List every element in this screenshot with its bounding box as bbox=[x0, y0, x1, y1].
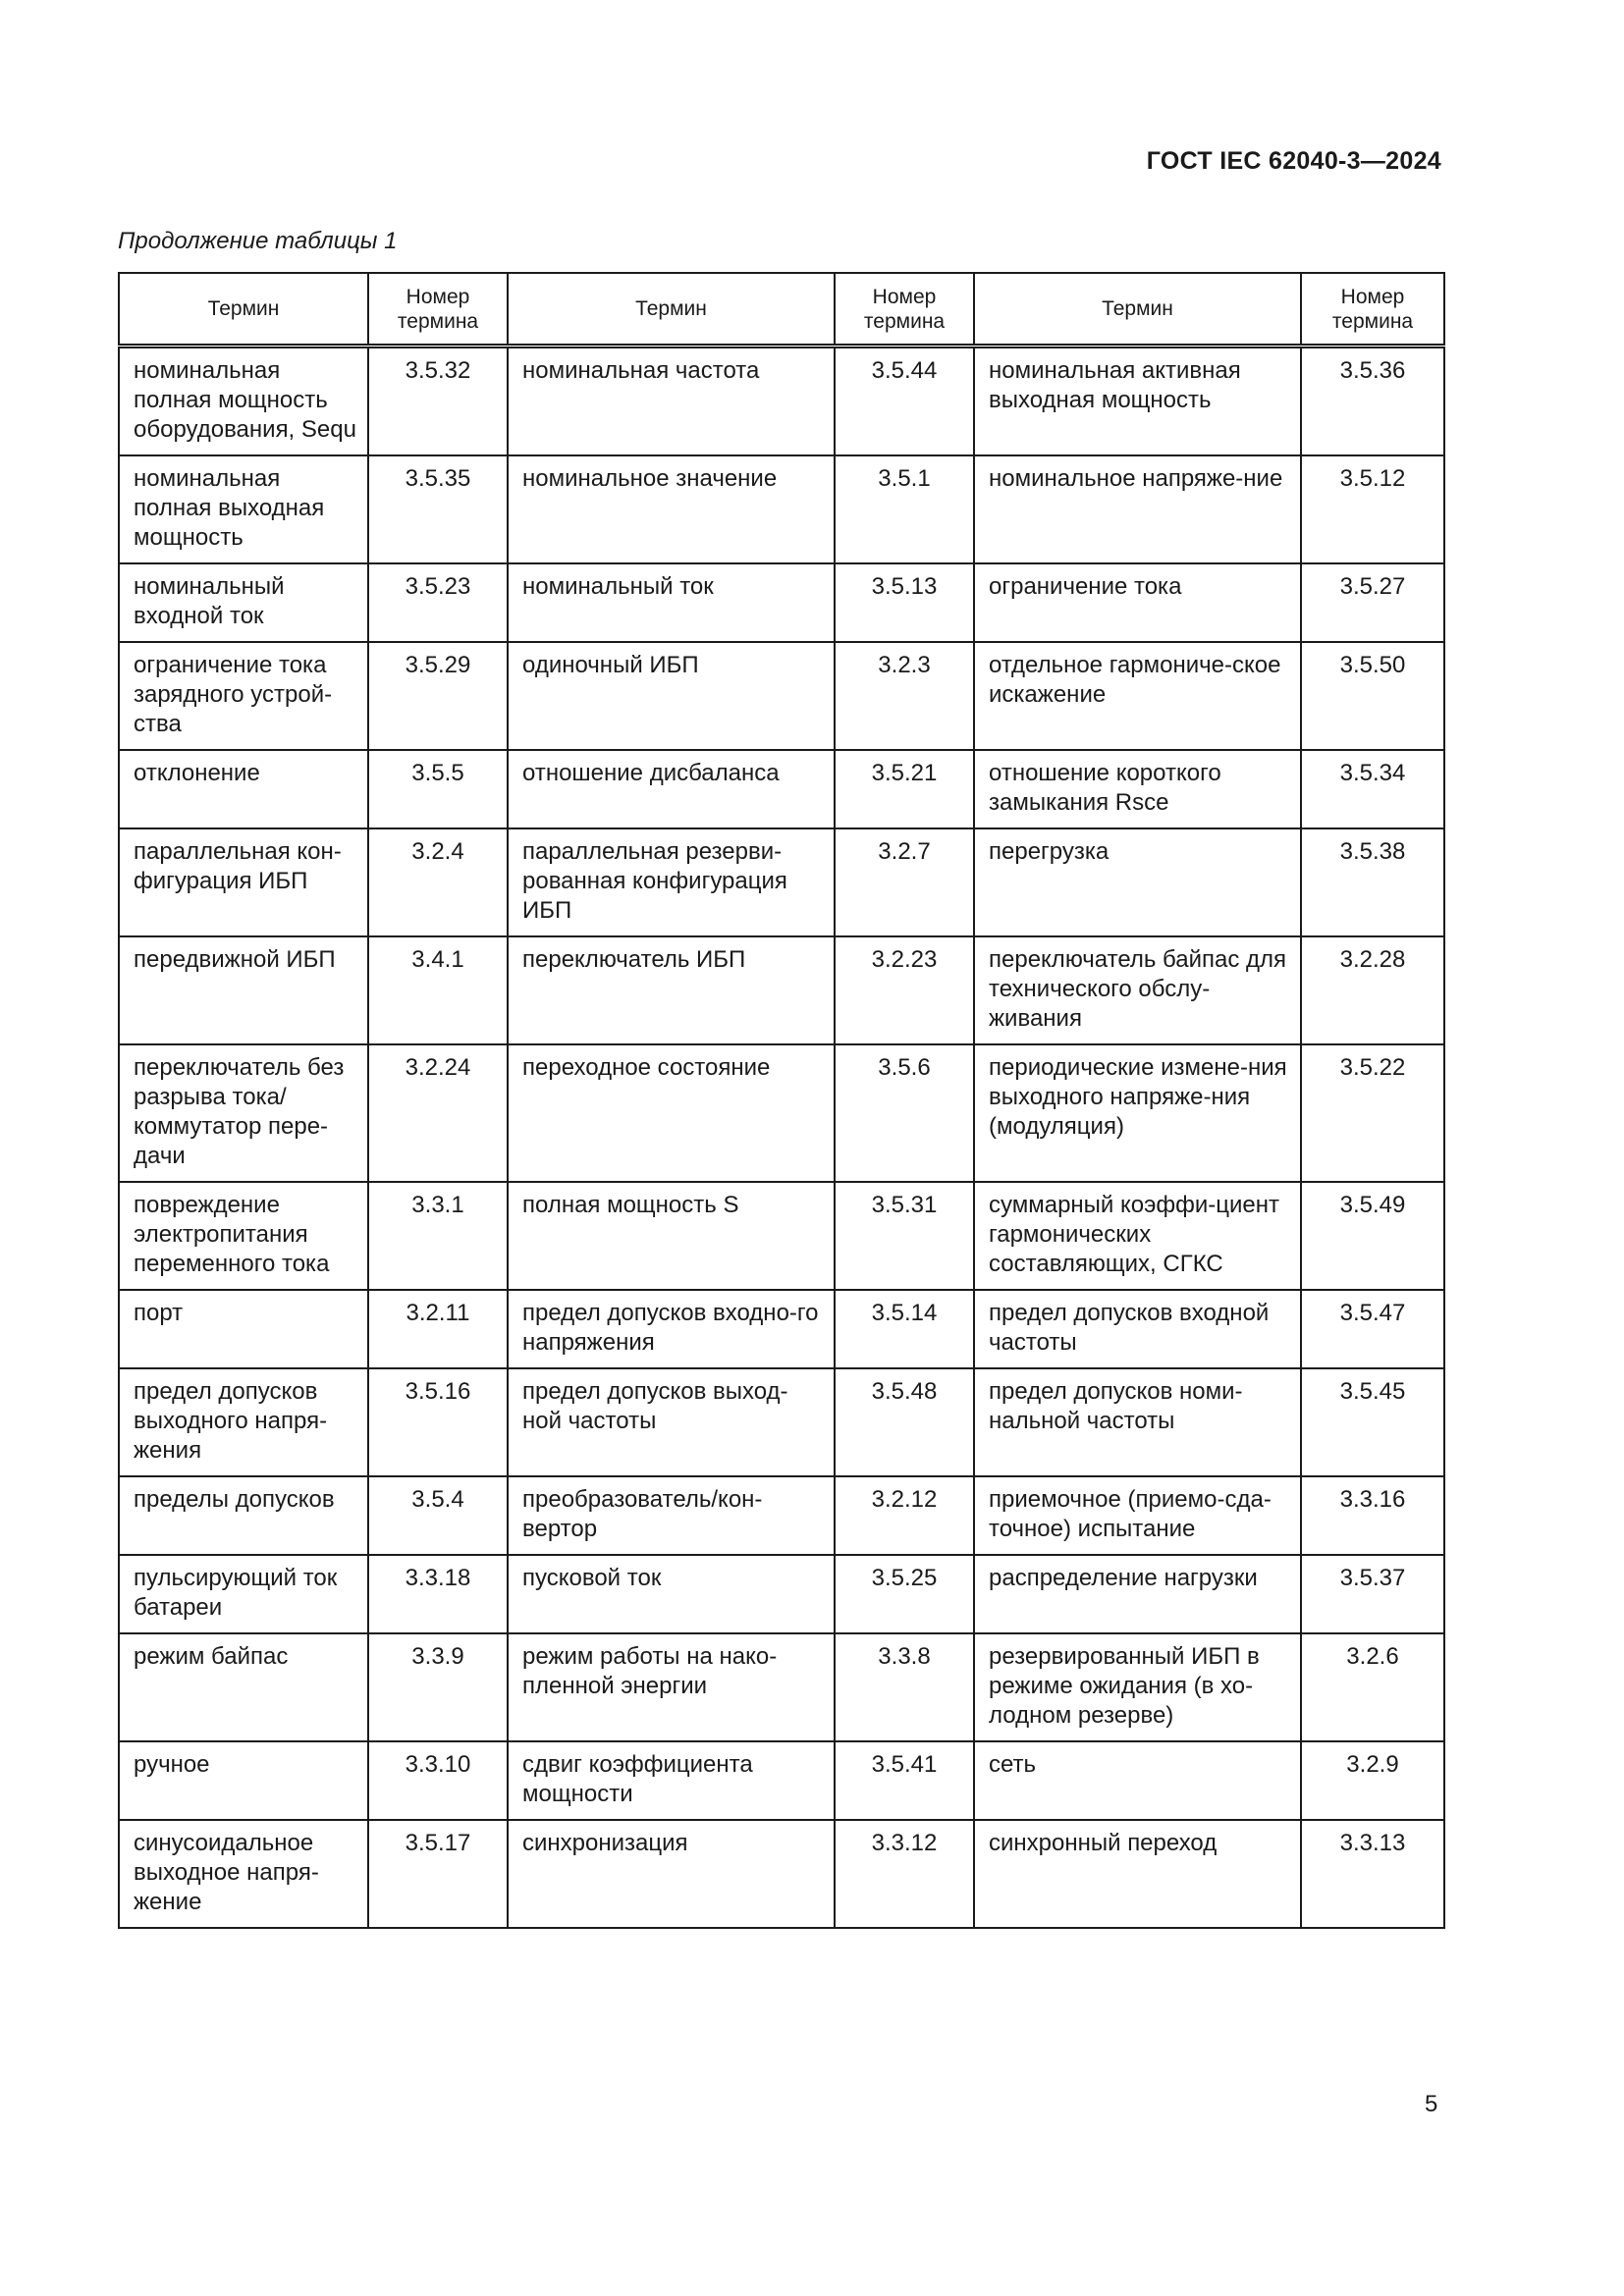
term-cell: режим работы на нако-пленной энергии bbox=[508, 1633, 835, 1741]
term-cell: режим байпас bbox=[119, 1633, 368, 1741]
term-number-cell: 3.4.1 bbox=[368, 936, 508, 1044]
column-header-number: Номер термина bbox=[368, 273, 508, 347]
term-cell: синхронный переход bbox=[974, 1820, 1301, 1928]
term-cell: перегрузка bbox=[974, 828, 1301, 936]
table-row bbox=[119, 642, 1444, 750]
term-cell: предел допусков входной частоты bbox=[974, 1290, 1301, 1368]
term-number-cell: 3.5.16 bbox=[368, 1368, 508, 1476]
term-number-cell: 3.5.25 bbox=[835, 1555, 974, 1633]
term-number-cell: 3.5.27 bbox=[1301, 563, 1444, 642]
term-cell: полная мощность S bbox=[508, 1182, 835, 1290]
column-header-term: Термин bbox=[508, 273, 835, 347]
term-cell: отношение дисбаланса bbox=[508, 750, 835, 828]
table-body bbox=[119, 347, 1444, 1929]
term-cell: предел допусков выход-ной частоты bbox=[508, 1368, 835, 1476]
term-cell: одиночный ИБП bbox=[508, 642, 835, 750]
term-number-cell: 3.5.41 bbox=[835, 1741, 974, 1820]
term-number-cell: 3.2.24 bbox=[368, 1044, 508, 1182]
term-number-cell: 3.5.50 bbox=[1301, 642, 1444, 750]
term-number-cell: 3.3.9 bbox=[368, 1633, 508, 1741]
term-cell: номинальная активная выходная мощность bbox=[974, 347, 1301, 456]
term-cell: порт bbox=[119, 1290, 368, 1368]
table-row bbox=[119, 1476, 1444, 1555]
term-number-cell: 3.2.28 bbox=[1301, 936, 1444, 1044]
term-number-cell: 3.5.12 bbox=[1301, 455, 1444, 563]
term-number-cell: 3.5.21 bbox=[835, 750, 974, 828]
table-row bbox=[119, 1633, 1444, 1741]
term-number-cell: 3.5.13 bbox=[835, 563, 974, 642]
term-cell: суммарный коэффи-циент гармонических составляющих, СГКС bbox=[974, 1182, 1301, 1290]
term-number-cell: 3.5.48 bbox=[835, 1368, 974, 1476]
table-row bbox=[119, 936, 1444, 1044]
term-number-cell: 3.2.4 bbox=[368, 828, 508, 936]
term-number-cell: 3.5.23 bbox=[368, 563, 508, 642]
table-row bbox=[119, 1820, 1444, 1928]
term-number-cell: 3.5.44 bbox=[835, 347, 974, 456]
column-header-term: Термин bbox=[119, 273, 368, 347]
term-number-cell: 3.5.34 bbox=[1301, 750, 1444, 828]
term-number-cell: 3.5.31 bbox=[835, 1182, 974, 1290]
term-cell: ограничение тока зарядного устрой-ства bbox=[119, 642, 368, 750]
term-number-cell: 3.5.36 bbox=[1301, 347, 1444, 456]
term-cell: номинальная полная мощность оборудования, Sequ bbox=[119, 347, 368, 456]
term-cell: предел допусков входно-го напряжения bbox=[508, 1290, 835, 1368]
term-cell: номинальная частота bbox=[508, 347, 835, 456]
table-row bbox=[119, 1741, 1444, 1820]
table-row bbox=[119, 828, 1444, 936]
term-cell: ограничение тока bbox=[974, 563, 1301, 642]
term-cell: сеть bbox=[974, 1741, 1301, 1820]
table-row bbox=[119, 1044, 1444, 1182]
term-cell: переходное состояние bbox=[508, 1044, 835, 1182]
term-number-cell: 3.5.49 bbox=[1301, 1182, 1444, 1290]
term-cell: передвижной ИБП bbox=[119, 936, 368, 1044]
column-header-term: Термин bbox=[974, 273, 1301, 347]
term-number-cell: 3.5.35 bbox=[368, 455, 508, 563]
term-cell: переключатель ИБП bbox=[508, 936, 835, 1044]
term-number-cell: 3.2.3 bbox=[835, 642, 974, 750]
term-cell: периодические измене-ния выходного напряже-ния (модуляция) bbox=[974, 1044, 1301, 1182]
term-number-cell: 3.5.47 bbox=[1301, 1290, 1444, 1368]
term-number-cell: 3.3.8 bbox=[835, 1633, 974, 1741]
term-cell: номинальный входной ток bbox=[119, 563, 368, 642]
term-cell: номинальное значение bbox=[508, 455, 835, 563]
term-cell: повреждение электропитания переменного тока bbox=[119, 1182, 368, 1290]
term-cell: пределы допусков bbox=[119, 1476, 368, 1555]
term-cell: приемочное (приемо-сда-точное) испытание bbox=[974, 1476, 1301, 1555]
term-number-cell: 3.3.12 bbox=[835, 1820, 974, 1928]
term-number-cell: 3.2.6 bbox=[1301, 1633, 1444, 1741]
table-header-row bbox=[119, 273, 1444, 347]
term-number-cell: 3.2.11 bbox=[368, 1290, 508, 1368]
term-number-cell: 3.2.12 bbox=[835, 1476, 974, 1555]
term-cell: сдвиг коэффициента мощности bbox=[508, 1741, 835, 1820]
term-number-cell: 3.5.32 bbox=[368, 347, 508, 456]
term-number-cell: 3.5.1 bbox=[835, 455, 974, 563]
term-cell: номинальное напряже-ние bbox=[974, 455, 1301, 563]
column-header-number: Номер термина bbox=[1301, 273, 1444, 347]
table-row bbox=[119, 347, 1444, 456]
term-number-cell: 3.5.5 bbox=[368, 750, 508, 828]
term-cell: номинальный ток bbox=[508, 563, 835, 642]
term-number-cell: 3.3.10 bbox=[368, 1741, 508, 1820]
term-cell: пульсирующий ток батареи bbox=[119, 1555, 368, 1633]
table-row bbox=[119, 1290, 1444, 1368]
term-cell: отдельное гармониче-ское искажение bbox=[974, 642, 1301, 750]
table-row bbox=[119, 1182, 1444, 1290]
term-number-cell: 3.5.14 bbox=[835, 1290, 974, 1368]
term-cell: параллельная резерви-рованная конфигурация ИБП bbox=[508, 828, 835, 936]
term-number-cell: 3.2.7 bbox=[835, 828, 974, 936]
term-number-cell: 3.5.29 bbox=[368, 642, 508, 750]
term-number-cell: 3.3.1 bbox=[368, 1182, 508, 1290]
term-cell: синхронизация bbox=[508, 1820, 835, 1928]
term-cell: номинальная полная выходная мощность bbox=[119, 455, 368, 563]
page-number: 5 bbox=[1425, 2091, 1438, 2117]
term-cell: отношение короткого замыкания Rsce bbox=[974, 750, 1301, 828]
term-cell: переключатель без разрыва тока/ коммутатор пере-дачи bbox=[119, 1044, 368, 1182]
term-number-cell: 3.3.13 bbox=[1301, 1820, 1444, 1928]
term-number-cell: 3.3.18 bbox=[368, 1555, 508, 1633]
term-number-cell: 3.5.37 bbox=[1301, 1555, 1444, 1633]
term-cell: предел допусков номи-нальной частоты bbox=[974, 1368, 1301, 1476]
term-number-cell: 3.5.17 bbox=[368, 1820, 508, 1928]
term-number-cell: 3.2.23 bbox=[835, 936, 974, 1044]
term-number-cell: 3.5.6 bbox=[835, 1044, 974, 1182]
term-cell: резервированный ИБП в режиме ожидания (в хо-лодном резерве) bbox=[974, 1633, 1301, 1741]
term-cell: синусоидальное выходное напря-жение bbox=[119, 1820, 368, 1928]
term-number-cell: 3.5.45 bbox=[1301, 1368, 1444, 1476]
term-cell: распределение нагрузки bbox=[974, 1555, 1301, 1633]
term-cell: переключатель байпас для технического обслу-живания bbox=[974, 936, 1301, 1044]
term-cell: параллельная кон-фигурация ИБП bbox=[119, 828, 368, 936]
term-cell: пусковой ток bbox=[508, 1555, 835, 1633]
document-header: ГОСТ IEC 62040-3—2024 bbox=[1146, 147, 1441, 175]
term-cell: преобразователь/кон-вертор bbox=[508, 1476, 835, 1555]
term-number-cell: 3.2.9 bbox=[1301, 1741, 1444, 1820]
term-number-cell: 3.5.38 bbox=[1301, 828, 1444, 936]
table-row bbox=[119, 455, 1444, 563]
term-number-cell: 3.5.4 bbox=[368, 1476, 508, 1555]
term-cell: предел допусков выходного напря-жения bbox=[119, 1368, 368, 1476]
terms-table bbox=[118, 272, 1445, 1929]
table-row bbox=[119, 1368, 1444, 1476]
table-row bbox=[119, 1555, 1444, 1633]
term-cell: отклонение bbox=[119, 750, 368, 828]
table-caption: Продолжение таблицы 1 bbox=[118, 228, 398, 254]
table-row bbox=[119, 750, 1444, 828]
table-row bbox=[119, 563, 1444, 642]
term-cell: ручное bbox=[119, 1741, 368, 1820]
term-number-cell: 3.3.16 bbox=[1301, 1476, 1444, 1555]
column-header-number: Номер термина bbox=[835, 273, 974, 347]
term-number-cell: 3.5.22 bbox=[1301, 1044, 1444, 1182]
